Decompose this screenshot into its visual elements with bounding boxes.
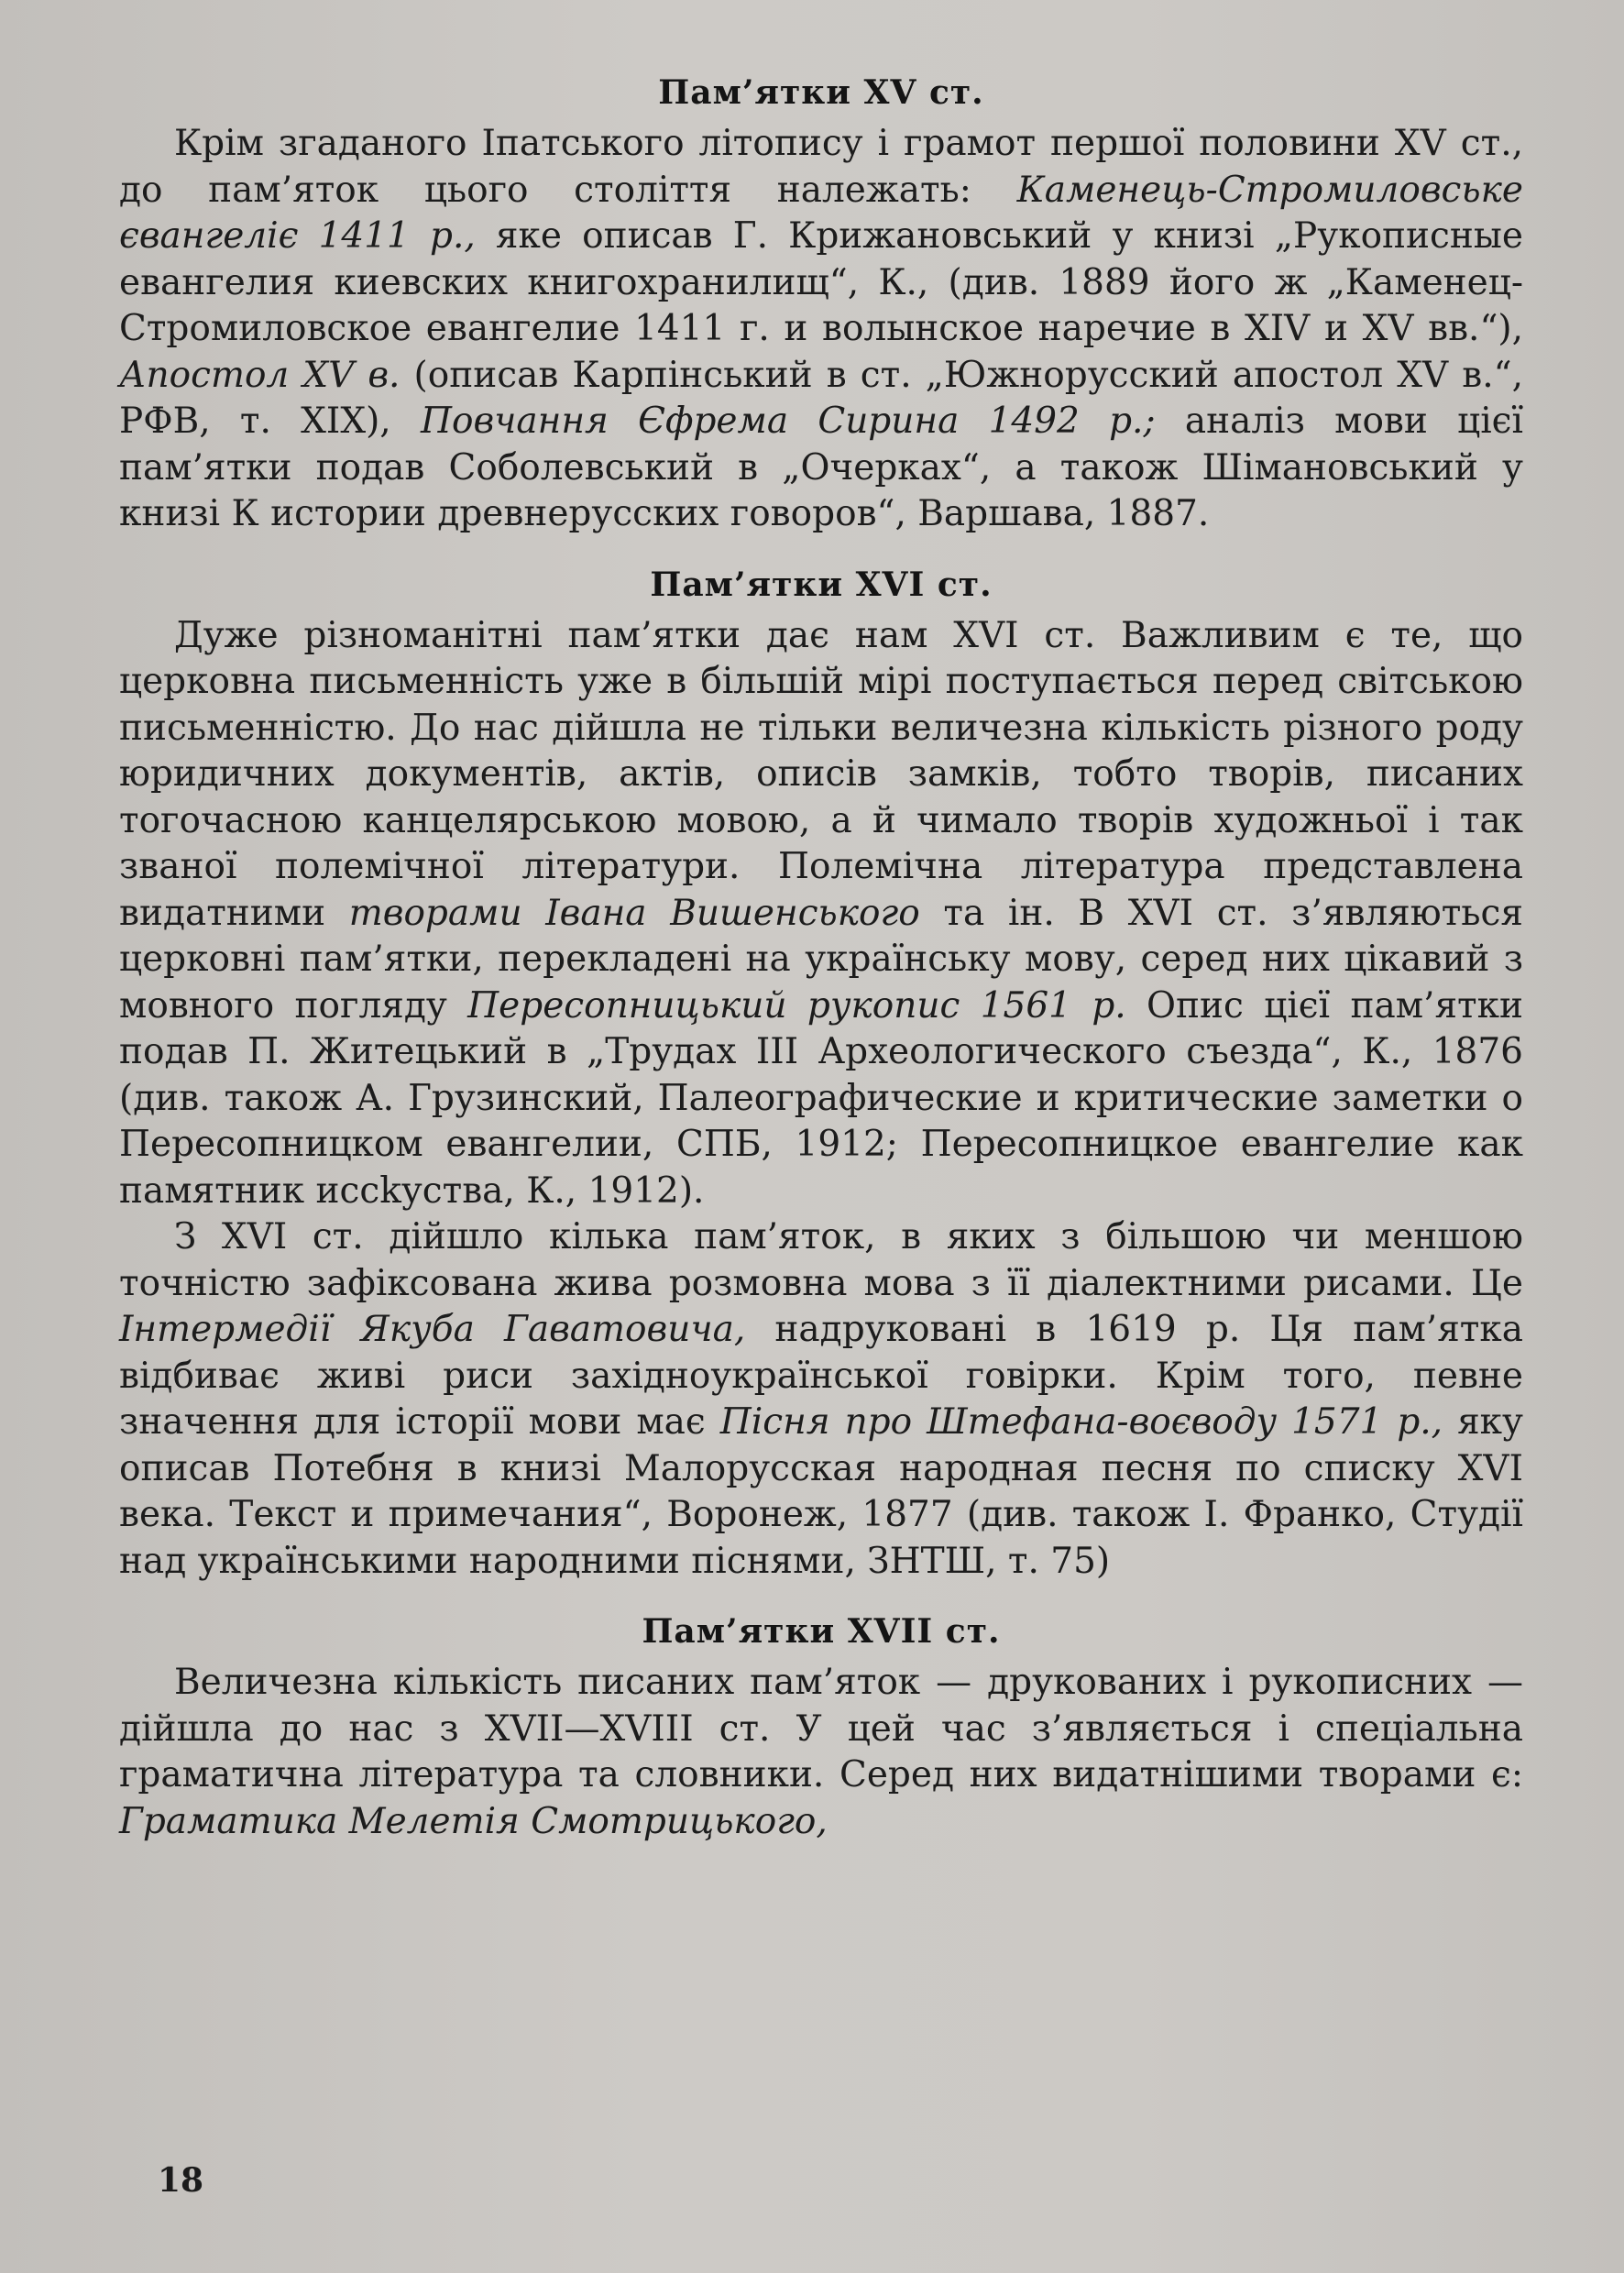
italic-text: Пересопницький рукопис 1561 р. — [467, 984, 1126, 1027]
section — [119, 566, 1523, 1586]
paragraph — [119, 613, 1523, 1215]
text-run: Величезна кількість писаних пам’яток — друкованих і рукописних — дійшла до нас з XVII—XVIII ст. У цей час з’являється і спеціальна граматична література та словники. Серед них видатнішими творами є: — [119, 1662, 1523, 1795]
text-run: Дуже різноманітні пам’ятки дає нам XVI ст. Важливим є те, що церковна письменність уже в більшій мірі поступається перед світською письменністю. До нас дійшла не тільки величезна кількість різного роду юридичних документів, актів, описів замків, тобто творів, писаних тогочасною канцелярською мовою, а й чимало творів художньої і так званої полемічної літератури. Полемічна література представлена видатними — [119, 614, 1523, 934]
section-heading: Пам’ятки XVII ст. — [642, 1612, 1001, 1651]
paragraph — [119, 1214, 1523, 1585]
text-run: Опис цієї пам’ятки подав П. Житецький в „Трудах III Археологического съезда“, К., 1876 (див. також А. Грузинский, Палеографические и критические заметки о Пересопницком евангелии, СПБ, 1912; Пересопницкое евангелие как памятник иссkуства, К., 1912). — [119, 984, 1524, 1212]
page-content — [119, 73, 1523, 1872]
text-run: яке описав Г. Крижановський у книзі „Рукописные евангелия киевских книгохранилищ“, К., (див. 1889 його ж „Каменец-Стромиловское евангелие 1411 г. и волынское наречие в XIV и XV вв.“), — [119, 215, 1523, 349]
italic-text: Повчання Єфрема Сирина 1492 р.; — [420, 401, 1156, 442]
paragraph — [119, 1660, 1523, 1845]
text-run: яку описав Потебня в книзі Малорусская народная песня по списку XVI века. Текст и примечания“, Воронеж, 1877 (див. також І. Франко, Студії над українськими народними піснями, ЗНТШ, т. 75) — [119, 1401, 1523, 1582]
text-run: (описав Карпінський в ст. „Южнорусский апостол XV в.“, РФВ, т. XIX), — [119, 354, 1523, 442]
section-heading: Пам’ятки XV ст. — [658, 73, 984, 112]
section — [119, 73, 1523, 538]
text-run: аналіз мови цієї пам’ятки подав Соболевський в „Очерках“, а також Шімановський у книзі К истории древнерусских говоров“, Варшава, 1887. — [119, 401, 1523, 534]
paragraph — [119, 121, 1523, 538]
section — [119, 1612, 1523, 1845]
page-number: 18 — [158, 2161, 204, 2200]
text-run: надруковані в 1619 р. Ця пам’ятка відбиває живі риси західноукраїнської говірки. Крім того, певне значення для історії мови має — [119, 1309, 1523, 1443]
section-heading: Пам’ятки XVI ст. — [650, 565, 993, 604]
italic-text: творами Івана Вишенського — [348, 892, 920, 934]
text-run: З XVI ст. дійшло кілька пам’яток, в яких з більшою чи меншою точністю зафіксована жива розмовна мова з її діалектними рисами. Це — [119, 1216, 1523, 1304]
italic-text: Граматика Мелетія Смотрицького, — [119, 1800, 828, 1842]
text-run: та ін. В XVI ст. з’являються церковні пам’ятки, перекладені на українську мову, серед них цікавий з мовного погляду — [119, 892, 1523, 1027]
text-run: Крім згаданого Іпатського літопису і грамот першої половини XV ст., до пам’яток цього століття належать: — [119, 123, 1523, 211]
italic-text: Пісня про Штефана-воєводу 1571 р., — [719, 1401, 1443, 1443]
italic-text: Каменець-Стромиловське євангеліє 1411 р., — [119, 169, 1523, 257]
italic-text: Апостол XV в. — [119, 354, 401, 396]
italic-text: Інтермедії Якуба Гаватовича, — [119, 1309, 746, 1350]
